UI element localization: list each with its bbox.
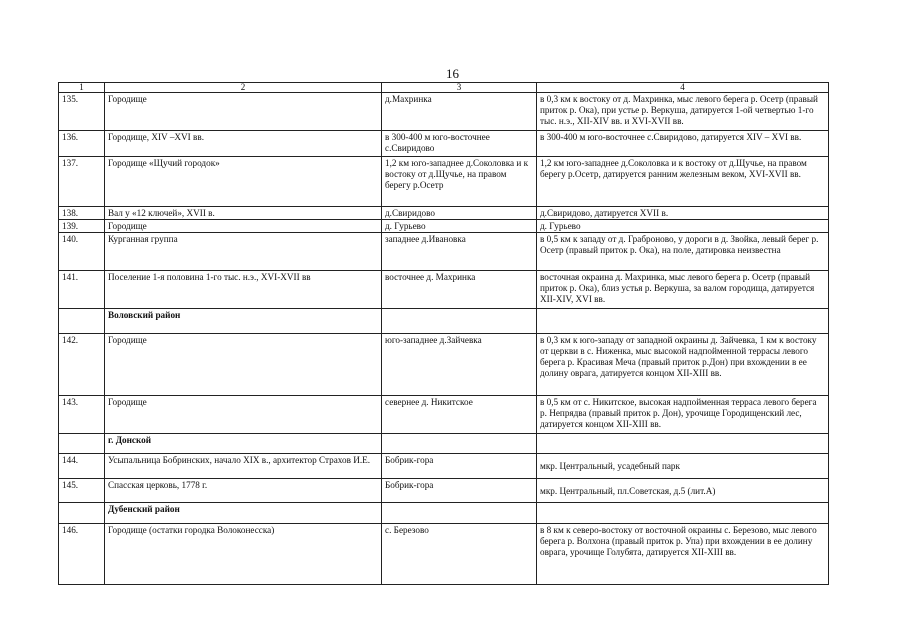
monument-name: Городище — [105, 220, 382, 233]
table-row — [59, 131, 829, 157]
empty-cell — [59, 434, 105, 454]
monument-name: Городище (остатки городка Волоконесска) — [105, 524, 382, 585]
table-row — [59, 271, 829, 309]
table-row — [59, 207, 829, 220]
empty-cell — [382, 503, 537, 524]
monument-description: мкр. Центральный, пл.Советская, д.5 (лит.А) — [537, 479, 829, 503]
monument-location: севернее д. Никитское — [382, 396, 537, 434]
monument-location: с. Березово — [382, 524, 537, 585]
monument-location: юго-западнее д.Зайчевка — [382, 334, 537, 396]
monument-name: Городище, XIV –XVI вв. — [105, 131, 382, 157]
empty-cell — [382, 434, 537, 454]
section-row — [59, 434, 829, 454]
monument-location: западнее д.Ивановка — [382, 233, 537, 271]
empty-cell — [537, 434, 829, 454]
monument-location: д.Свиридово — [382, 207, 537, 220]
empty-cell — [59, 503, 105, 524]
row-number: 144. — [59, 454, 105, 479]
monument-location: Бобрик-гора — [382, 479, 537, 503]
empty-cell — [537, 309, 829, 334]
monument-description: д.Свиридово, датируется XVII в. — [537, 207, 829, 220]
row-number: 137. — [59, 157, 105, 207]
monument-name: Курганная группа — [105, 233, 382, 271]
monument-description: в 0,3 км к юго-западу от западной окраины д. Зайчевка, 1 км к востоку от церкви в с. Ниженка, мыс высокой надпойменной террасы левого берега р. Красивая Меча (правый приток р.Дон) при вхождении в ее долину оврага, датируется концом XII-XIII вв. — [537, 334, 829, 396]
table-header-row — [59, 83, 829, 93]
monument-description: в 300-400 м юго-восточнее с.Свиридово, датируется XIV – XVI вв. — [537, 131, 829, 157]
monument-name: Городище — [105, 334, 382, 396]
empty-cell — [59, 309, 105, 334]
column-header: 1 — [59, 83, 105, 93]
row-number: 143. — [59, 396, 105, 434]
monument-name: Поселение 1-я половина 1-го тыс. н.э., XVI-XVII вв — [105, 271, 382, 309]
monument-description: в 0,5 км к западу от д. Граброново, у дороги в д. Звойка, левый берег р. Осетр (правый приток р. Ока), на поле, датировка неизвестна — [537, 233, 829, 271]
monument-description: мкр. Центральный, усадебный парк — [537, 454, 829, 479]
monument-name: Вал у «12 ключей», XVII в. — [105, 207, 382, 220]
row-number: 146. — [59, 524, 105, 585]
row-number: 141. — [59, 271, 105, 309]
table-row — [59, 334, 829, 396]
section-title: Воловский район — [105, 309, 382, 334]
row-number: 139. — [59, 220, 105, 233]
section-title: г. Донской — [105, 434, 382, 454]
column-header: 3 — [382, 83, 537, 93]
monument-name: Усыпальница Бобринских, начало XIX в., архитектор Страхов И.Е. — [105, 454, 382, 479]
row-number: 140. — [59, 233, 105, 271]
page-number: 16 — [446, 66, 459, 81]
monument-location: д.Махринка — [382, 93, 537, 131]
monument-description: в 0,3 км к востоку от д. Махринка, мыс левого берега р. Осетр (правый приток р. Ока), при устье р. Веркуша, датируется 1-ой четвертью 1-го тыс. н.э., XII-XIV вв. и XVI-XVII вв. — [537, 93, 829, 131]
row-number: 145. — [59, 479, 105, 503]
monument-description: в 8 км к северо-востоку от восточной окраины с. Березово, мыс левого берега р. Волхона (правый приток р. Упа) при вхождении в ее долину оврага, урочище Голубята, датируется XII-XIII вв. — [537, 524, 829, 585]
monument-name: Городище — [105, 93, 382, 131]
monument-location: 1,2 км юго-западнее д.Соколовка и к востоку от д.Щучье, на правом берегу р.Осетр — [382, 157, 537, 207]
monument-location: в 300-400 м юго-восточнее с.Свиридово — [382, 131, 537, 157]
table-row — [59, 220, 829, 233]
table-row — [59, 396, 829, 434]
monuments-table — [58, 82, 829, 585]
monument-name: Городище «Щучий городок» — [105, 157, 382, 207]
row-number: 135. — [59, 93, 105, 131]
table-row — [59, 93, 829, 131]
table-row — [59, 479, 829, 503]
monument-location: Бобрик-гора — [382, 454, 537, 479]
monument-description: в 0,5 км от с. Никитское, высокая надпойменная терраса левого берега р. Непрядва (правый приток р. Дон), урочище Городищенский лес, датируется концом XII-XIII вв. — [537, 396, 829, 434]
row-number: 136. — [59, 131, 105, 157]
table-row — [59, 454, 829, 479]
section-title: Дубенский район — [105, 503, 382, 524]
monument-description: д. Гурьево — [537, 220, 829, 233]
table-row — [59, 157, 829, 207]
monument-name: Спасская церковь, 1778 г. — [105, 479, 382, 503]
table-row — [59, 233, 829, 271]
empty-cell — [537, 503, 829, 524]
row-number: 142. — [59, 334, 105, 396]
monument-description: 1,2 км юго-западнее д.Соколовка и к востоку от д.Щучье, на правом берегу р.Осетр, датируется ранним железным веком, XVI-XVII вв. — [537, 157, 829, 207]
empty-cell — [382, 309, 537, 334]
monument-name: Городище — [105, 396, 382, 434]
table-row — [59, 524, 829, 585]
column-header: 2 — [105, 83, 382, 93]
monument-location: д. Гурьево — [382, 220, 537, 233]
column-header: 4 — [537, 83, 829, 93]
section-row — [59, 503, 829, 524]
section-row — [59, 309, 829, 334]
monument-description: восточная окраина д. Махринка, мыс левого берега р. Осетр (правый приток р. Ока), близ устья р. Веркуша, за валом городища, датируется XII-XIV, XVI вв. — [537, 271, 829, 309]
monument-location: восточнее д. Махринка — [382, 271, 537, 309]
row-number: 138. — [59, 207, 105, 220]
